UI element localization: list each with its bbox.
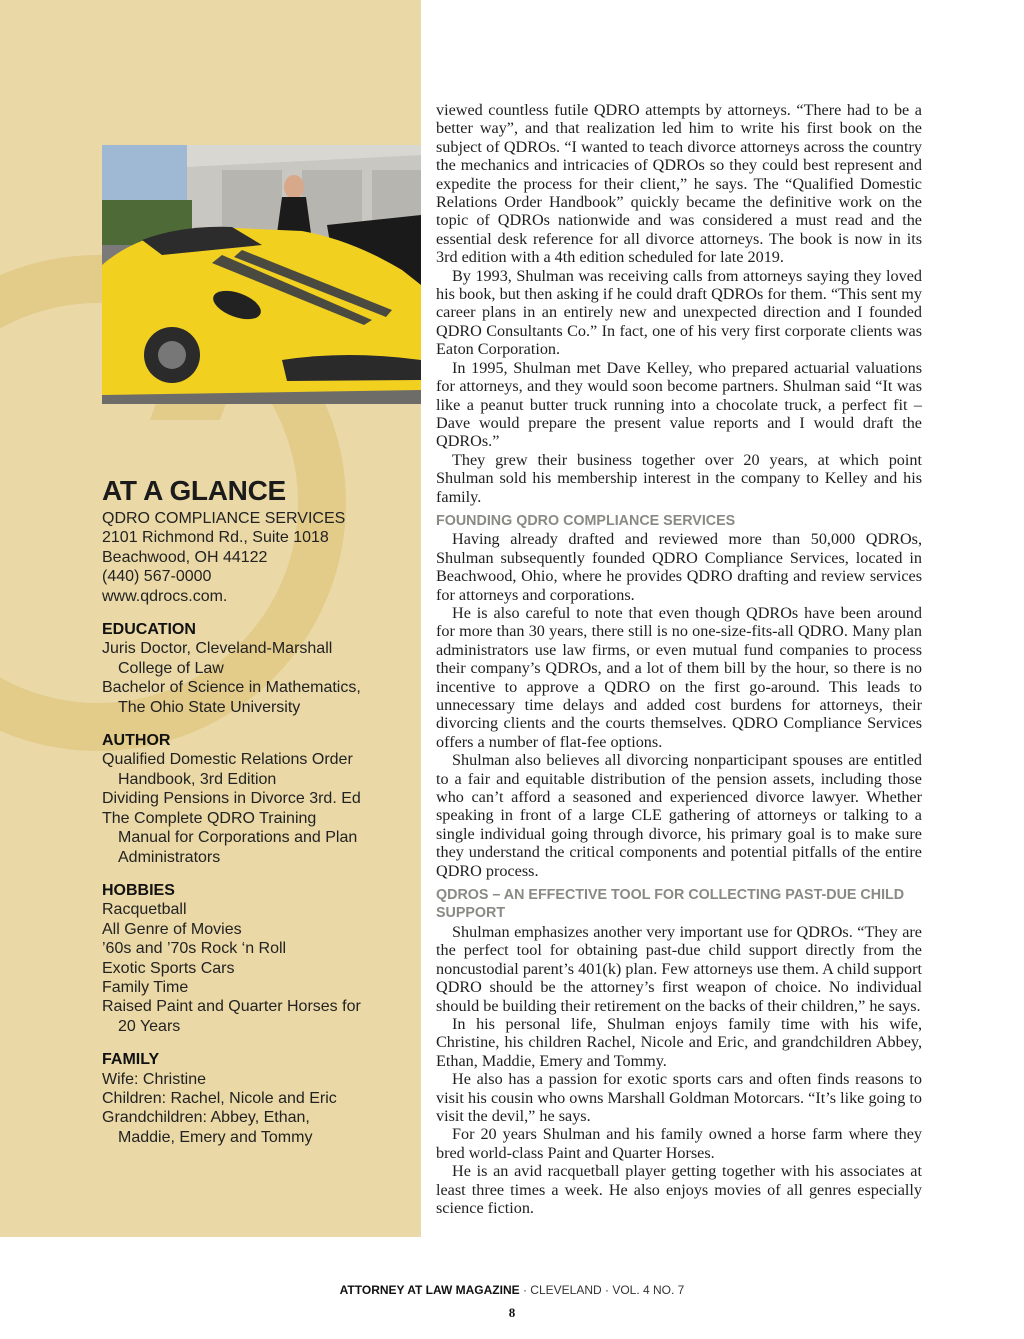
article-paragraph: He is an avid racquetball player getting together with his associates at least three times a week. He also enjoys movies of all genres especially science fiction.	[436, 1162, 922, 1217]
family-item: Wife: Christine	[102, 1070, 207, 1088]
hobby-item: ’60s and ’70s Rock ‘n Roll	[102, 940, 287, 958]
education-item-cont: The Ohio State University	[118, 698, 301, 716]
hobbies-heading: HOBBIES	[102, 881, 175, 899]
family-item: Children: Rachel, Nicole and Eric	[102, 1089, 337, 1107]
article-paragraph: By 1993, Shulman was receiving calls from attorneys saying they loved his book, but then asking if he could draft QDROs for them. “This sent my career plans in an entirely new and unexpected direction and I founded QDRO Consultants Co.” In fact, one of his very first corporate clients was Eaton Corporation.	[436, 266, 922, 359]
article-column	[436, 101, 922, 1217]
author-heading: AUTHOR	[102, 732, 171, 750]
profile-photo	[102, 145, 421, 404]
article-paragraph: Shulman emphasizes another very important use for QDROs. “They are the perfect tool for obtaining past-due child support directly from the noncustodial parent’s 401(k) plan. Few attorneys use them. A child support QDRO should be the attorney’s first weapon of choice. No individual should be building their retirement on the backs of their children,” he says.	[436, 922, 922, 1015]
phone-number: (440) 567-0000	[102, 568, 212, 586]
family-item-cont: Maddie, Emery and Tommy	[118, 1128, 313, 1146]
website-link[interactable]: www.qdrocs.com.	[102, 587, 228, 605]
article-paragraph: They grew their business together over 20 years, at which point Shulman sold his membership interest in the company to Kelley and his family.	[436, 450, 922, 506]
section-heading: QDROS – AN EFFECTIVE TOOL FOR COLLECTING PAST-DUE CHILD SUPPORT	[436, 887, 905, 922]
magazine-name: ATTORNEY AT LAW MAGAZINE	[339, 1283, 520, 1297]
hobby-item: Exotic Sports Cars	[102, 959, 235, 977]
author-item: Dividing Pensions in Divorce 3rd. Ed	[102, 790, 361, 808]
address-line-2: Beachwood, OH 44122	[102, 548, 268, 566]
issue-info: · CLEVELAND · VOL. 4 NO. 7	[519, 1283, 685, 1297]
address-line-1: 2101 Richmond Rd., Suite 1018	[102, 529, 329, 547]
page-footer	[0, 1283, 1024, 1297]
author-item-cont: Manual for Corporations and Plan	[118, 829, 358, 847]
education-item-cont: College of Law	[118, 659, 224, 677]
article-paragraph: Shulman also believes all divorcing nonparticipant spouses are entitled to a fair and equitable distribution of the pension assets, including those who can’t afford a seasoned and experienced divorce lawyer. Whether speaking in front of a large CLE gathering of attorneys or talking to a single individual going through divorce, his primary goal is to make sure they understand the critical components and potential pitfalls of the entire QDRO process.	[436, 751, 922, 880]
at-a-glance-box	[102, 474, 402, 1147]
education-item: Juris Doctor, Cleveland-Marshall	[102, 640, 333, 658]
author-item-cont: Handbook, 3rd Edition	[118, 770, 277, 788]
article-paragraph: viewed countless futile QDRO attempts by attorneys. “There had to be a better way”, and that realization led him to write his first book on the subject of QDROs. “I wanted to teach divorce attorneys across the country the mechanics and intricacies of QDROs so they could best represent and expedite the process for their client,” he says. The “Qualified Domestic Relations Order Handbook” quickly became the definitive work on the topic of QDROs nationwide and was considered a must read and the essential desk reference for all divorce attorneys. The book is now in its 3rd edition with a 4th edition scheduled for late 2019.	[436, 101, 922, 267]
article-paragraph: He is also careful to note that even though QDROs have been around for more than 30 years, there still is no one-size-fits-all QDRO. Many plan administrators use law firms, or even mutual fund companies to process their company’s QDROs, and a lot of them bill by the hour, so there is no incentive to approve a QDRO on the first go-around. This leads to unnecessary time delays and added cost burdens for attorneys, their divorcing clients and the courts themselves. QDRO Compliance Services offers a number of flat-fee options.	[436, 603, 922, 751]
hobby-item-cont: 20 Years	[118, 1017, 181, 1035]
article-paragraph: In his personal life, Shulman enjoys family time with his wife, Christine, his children Rachel, Nicole and Eric, and grandchildren Abbey, Ethan, Maddie, Emery and Tommy.	[436, 1014, 922, 1070]
family-item: Grandchildren: Abbey, Ethan,	[102, 1109, 310, 1127]
company-name: QDRO COMPLIANCE SERVICES	[102, 510, 346, 527]
author-item: Qualified Domestic Relations Order	[102, 751, 353, 769]
hobby-item: Raised Paint and Quarter Horses for	[102, 998, 361, 1016]
author-item: The Complete QDRO Training	[102, 809, 317, 827]
car-photo-illustration	[102, 145, 421, 404]
hobby-item: Racquetball	[102, 901, 187, 919]
author-item-cont: Administrators	[118, 848, 221, 866]
hobby-item: Family Time	[102, 978, 189, 996]
article-paragraph: In 1995, Shulman met Dave Kelley, who prepared actuarial valuations for attorneys, and they would soon become partners. Shulman said “It was like a peanut butter truck running into a chocolate truck, a perfect fit – Dave would prepare the present value reports and I would draft the QDROs.”	[436, 358, 922, 451]
at-a-glance-sidebar	[0, 0, 421, 1237]
article-paragraph: For 20 years Shulman and his family owned a horse farm where they bred world-class Paint and Quarter Horses.	[436, 1125, 922, 1162]
hobby-item: All Genre of Movies	[102, 920, 242, 938]
at-a-glance-title: AT A GLANCE	[102, 475, 286, 506]
page-number: 8	[508, 1305, 516, 1320]
article-paragraph: He also has a passion for exotic sports cars and often finds reasons to visit his cousin who owns Marshall Goldman Motorcars. “It’s like going to visit the devil,” he says.	[436, 1070, 922, 1125]
family-heading: FAMILY	[102, 1051, 160, 1069]
education-item: Bachelor of Science in Mathematics,	[102, 679, 361, 697]
education-heading: EDUCATION	[102, 621, 196, 639]
section-heading: FOUNDING QDRO COMPLIANCE SERVICES	[436, 512, 736, 529]
article-paragraph: Having already drafted and reviewed more than 50,000 QDROs, Shulman subsequently founded QDRO Compliance Services, located in Beachwood, Ohio, where he provides QDRO drafting and review services for attorneys and corporations.	[436, 530, 922, 604]
